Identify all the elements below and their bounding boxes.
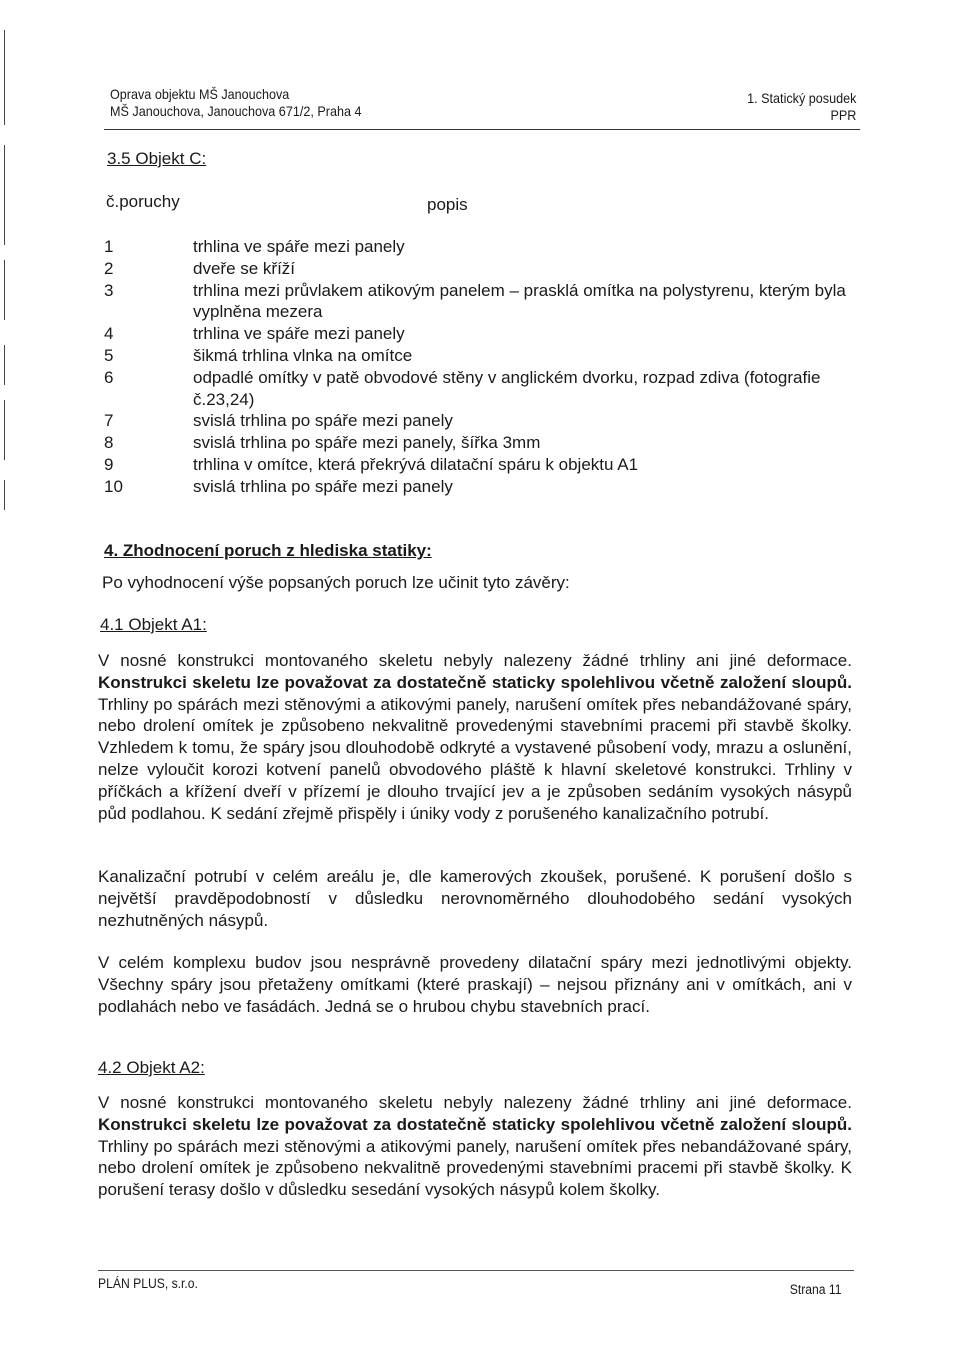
paragraph-a1-dilatation: V celém komplexu budov jsou nesprávně provedeny dilatační spáry mezi jednotlivými objekty. Všechny spáry jsou přetaženy omítkami (které praskají) – nejsou přiznány ani v omítkách, ani v podlahách nebo ve fasádách. Jedná se o hrubou chybu stavebních prací. — [98, 953, 852, 1016]
section-heading-4: 4. Zhodnocení poruch z hlediska statiky: — [104, 541, 432, 560]
header-divider — [104, 129, 860, 130]
footer-divider — [98, 1270, 854, 1271]
scan-edge-mark — [4, 260, 5, 320]
footer-page-number: Strana 11 — [790, 1282, 842, 1297]
header-project-address: MŠ Janouchova, Janouchova 671/2, Praha 4 — [110, 103, 362, 119]
list-item: 10 svislá trhlina po spáře mezi panely — [104, 476, 453, 496]
list-item: 2 dveře se kříží — [104, 258, 296, 278]
list-item: 6 odpadlé omítky v patě obvodové stěny v anglickém dvorku, rozpad zdiva (fotografie č.23,24) — [104, 367, 821, 409]
scan-edge-mark — [4, 145, 5, 245]
list-item: 4 trhlina ve spáře mezi panely — [104, 324, 405, 344]
list-item: 9 trhlina v omítce, která překrývá dilatační spáru k objektu A1 — [104, 454, 639, 474]
scan-edge-mark — [4, 400, 5, 460]
paragraph-a1-sewer: Kanalizační potrubí v celém areálu je, dle kamerových zkoušek, porušené. K porušení došlo s největší pravděpodobností v důsledku nerovnoměrného dlouhodobého sedání vysokých nezhutněných násypů. — [98, 867, 852, 930]
header-left — [110, 86, 361, 120]
list-item: 1 trhlina ve spáře mezi panely — [104, 237, 405, 256]
scan-edge-mark — [4, 480, 5, 510]
list-item: 3 trhlina mezi průvlakem atikovým panelem – prasklá omítka na polystyrenu, kterým byla vyplněna mezera — [104, 280, 846, 322]
subsection-heading-a2: 4.2 Objekt A2: — [98, 1058, 205, 1077]
list-item: 8 svislá trhlina po spáře mezi panely, šířka 3mm — [104, 433, 541, 453]
footer-company: PLÁN PLUS, s.r.o. — [98, 1276, 198, 1291]
bold-conclusion: Konstrukci skeletu lze považovat za dostatečně staticky spolehlivou včetně založení sloupů. — [98, 672, 852, 692]
scan-edge-mark — [4, 30, 5, 125]
header-project-title: Oprava objektu MŠ Janouchova — [110, 86, 290, 102]
column-header-number: č.poruchy — [106, 192, 180, 211]
section-intro: Po vyhodnocení výše popsaných poruch lze učinit tyto závěry: — [102, 573, 570, 592]
defects-list — [104, 236, 864, 498]
column-header-description: popis — [427, 195, 468, 214]
paragraph-a2-main: V nosné konstrukci montovaného skeletu nebyly nalezeny žádné trhliny ani jiné deformace. Konstrukci skeletu lze považovat za dostatečně staticky spolehlivou včetně založení sloupů. Trhliny po spárách mezi stěnovými a atikovými panely, narušení omítek přes nebandážované spáry, nebo drolení omítek je způsobeno nekvalitně provedenými stavebními pracemi při stavbě školky. K porušení terasy došlo v důsledku sesedání vysokých násypů kolem školky. — [98, 1093, 852, 1200]
paragraph-a1-main: V nosné konstrukci montovaného skeletu nebyly nalezeny žádné trhliny ani jiné deformace. Konstrukci skeletu lze považovat za dostatečně staticky spolehlivou včetně založení sloupů. Trhliny po spárách mezi stěnovými a atikovými panely, narušení omítek přes nebandážované spáry, nebo drolení omítek je způsobeno nekvalitně provedenými stavebními pracemi při stavbě školky. Vzhledem k tomu, že spáry jsou dlouhodobě odkryté a vystavené působení vody, mrazu a oslunění, nelze vyloučit korozi kotvení panelů obvodového pláště k hlavní skeletové konstrukci. Trhliny v příčkách a křížení dveří v přízemí je dlouho trvající jev a je způsoben sedáním vysokých násypů půd podlahou. K sedání zřejmě přispěly i úniky vody z porušeného kanalizačního potrubí. — [98, 651, 852, 823]
bold-conclusion: Konstrukci skeletu lze považovat za dostatečně staticky spolehlivou včetně založení sloupů. — [98, 1114, 852, 1134]
scan-edge-mark — [4, 345, 5, 385]
section-heading-objekt-c: 3.5 Objekt C: — [107, 149, 207, 168]
header-right — [747, 90, 856, 124]
list-item: 5 šikmá trhlina vlnka na omítce — [104, 345, 413, 365]
list-item: 7 svislá trhlina po spáře mezi panely — [104, 411, 453, 431]
header-doc-code: PPR — [830, 107, 856, 123]
header-doc-title: 1. Statický posudek — [746, 90, 856, 106]
subsection-heading-a1: 4.1 Objekt A1: — [100, 615, 207, 634]
